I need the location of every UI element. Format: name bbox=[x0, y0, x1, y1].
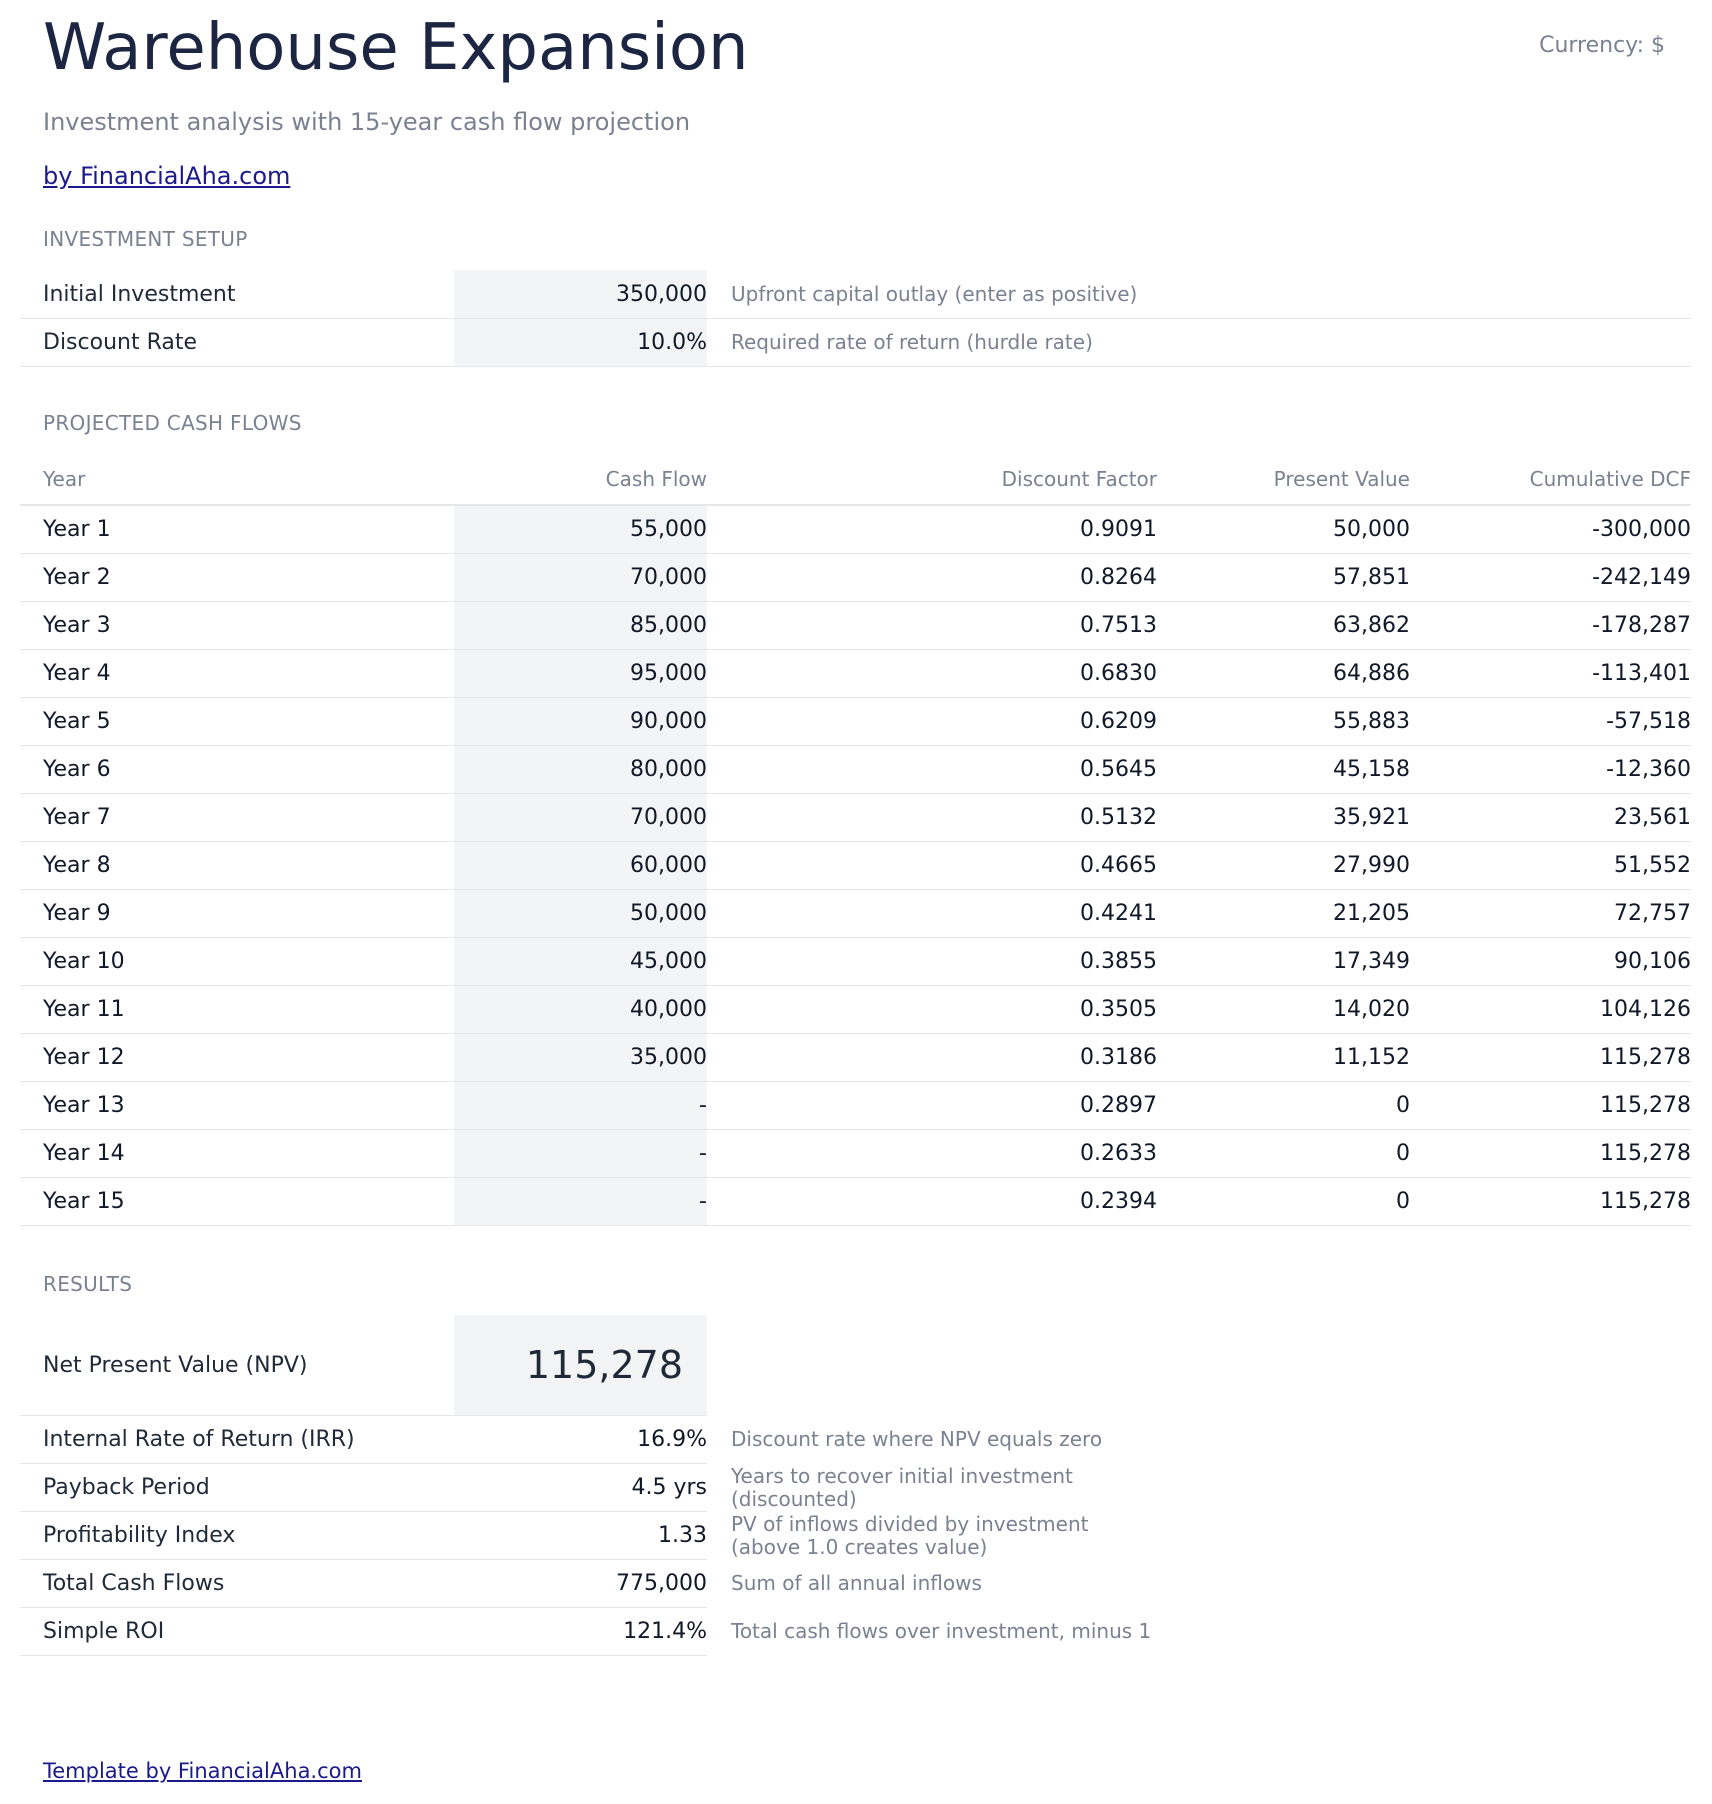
cumulative-dcf-cell: 90,106 bbox=[1614, 949, 1691, 974]
cash-flow-cell[interactable]: - bbox=[699, 1141, 707, 1166]
cash-flow-row bbox=[20, 938, 1691, 986]
column-header-cumulative-dcf: Cumulative DCF bbox=[1529, 467, 1691, 491]
npv-row bbox=[20, 1315, 707, 1416]
discount-factor-cell: 0.2897 bbox=[1080, 1093, 1157, 1118]
result-row bbox=[20, 1416, 1103, 1464]
cash-flow-row bbox=[20, 1178, 1691, 1226]
result-hint: Total cash flows over investment, minus 1 bbox=[731, 1619, 1152, 1643]
cumulative-dcf-cell: -57,518 bbox=[1606, 709, 1691, 734]
cash-flow-row bbox=[20, 554, 1691, 602]
cumulative-dcf-cell: -300,000 bbox=[1592, 517, 1691, 542]
cash-flow-cell[interactable]: 45,000 bbox=[630, 949, 707, 974]
cumulative-dcf-cell: -113,401 bbox=[1592, 661, 1691, 686]
year-cell: Year 11 bbox=[43, 997, 125, 1022]
cash-flow-cell[interactable]: 85,000 bbox=[630, 613, 707, 638]
npv-label: Net Present Value (NPV) bbox=[43, 1352, 308, 1378]
year-cell: Year 6 bbox=[43, 757, 111, 782]
cash-flows-header-row bbox=[20, 454, 1691, 506]
result-hint: Sum of all annual inflows bbox=[731, 1571, 982, 1595]
cumulative-dcf-cell: 115,278 bbox=[1600, 1141, 1691, 1166]
present-value-cell: 63,862 bbox=[1333, 613, 1410, 638]
column-header-cash-flow: Cash Flow bbox=[605, 467, 707, 491]
cash-flow-row bbox=[20, 794, 1691, 842]
result-hint: PV of inflows divided by investment (above 1.0 creates value) bbox=[731, 1511, 1089, 1559]
setup-label: Initial Investment bbox=[43, 281, 236, 307]
cash-flow-cell[interactable]: 60,000 bbox=[630, 853, 707, 878]
cumulative-dcf-cell: 115,278 bbox=[1600, 1045, 1691, 1070]
result-row bbox=[20, 1463, 1073, 1512]
present-value-cell: 11,152 bbox=[1333, 1045, 1410, 1070]
present-value-cell: 21,205 bbox=[1333, 901, 1410, 926]
result-row bbox=[20, 1608, 1152, 1656]
present-value-cell: 27,990 bbox=[1333, 853, 1410, 878]
cash-flow-row bbox=[20, 890, 1691, 938]
discount-factor-cell: 0.4665 bbox=[1080, 853, 1157, 878]
result-value: 1.33 bbox=[658, 1523, 707, 1548]
discount-factor-cell: 0.8264 bbox=[1080, 565, 1157, 590]
discount-factor-cell: 0.3505 bbox=[1080, 997, 1157, 1022]
initial-investment-value[interactable]: 350,000 bbox=[616, 281, 707, 307]
discount-factor-cell: 0.9091 bbox=[1080, 517, 1157, 542]
year-cell: Year 13 bbox=[43, 1093, 125, 1118]
cumulative-dcf-cell: 72,757 bbox=[1614, 901, 1691, 926]
cumulative-dcf-cell: 115,278 bbox=[1600, 1093, 1691, 1118]
result-hint: Discount rate where NPV equals zero bbox=[731, 1427, 1103, 1451]
setup-row-discount-rate bbox=[20, 319, 1691, 367]
cash-flow-input-cell[interactable] bbox=[454, 1082, 707, 1129]
cash-flow-row bbox=[20, 650, 1691, 698]
cash-flow-cell[interactable]: 55,000 bbox=[630, 517, 707, 542]
result-value: 121.4% bbox=[623, 1619, 707, 1644]
cash-flow-cell[interactable]: - bbox=[699, 1189, 707, 1214]
result-row bbox=[20, 1560, 982, 1608]
cash-flows-heading: PROJECTED CASH FLOWS bbox=[43, 411, 302, 435]
result-label: Total Cash Flows bbox=[43, 1571, 225, 1596]
result-value: 4.5 yrs bbox=[631, 1475, 707, 1500]
cumulative-dcf-cell: 51,552 bbox=[1614, 853, 1691, 878]
cash-flow-row bbox=[20, 1034, 1691, 1082]
cash-flow-cell[interactable]: 40,000 bbox=[630, 997, 707, 1022]
discount-factor-cell: 0.6209 bbox=[1080, 709, 1157, 734]
year-cell: Year 10 bbox=[43, 949, 125, 974]
cumulative-dcf-cell: 115,278 bbox=[1600, 1189, 1691, 1214]
cash-flow-row bbox=[20, 986, 1691, 1034]
cash-flow-row bbox=[20, 602, 1691, 650]
year-cell: Year 12 bbox=[43, 1045, 125, 1070]
column-header-year: Year bbox=[43, 467, 86, 491]
year-cell: Year 8 bbox=[43, 853, 111, 878]
cash-flow-row bbox=[20, 698, 1691, 746]
present-value-cell: 35,921 bbox=[1333, 805, 1410, 830]
column-header-present-value: Present Value bbox=[1273, 467, 1410, 491]
result-label: Internal Rate of Return (IRR) bbox=[43, 1427, 355, 1452]
cash-flow-row bbox=[20, 1082, 1691, 1130]
discount-factor-cell: 0.7513 bbox=[1080, 613, 1157, 638]
discount-factor-cell: 0.2394 bbox=[1080, 1189, 1157, 1214]
cash-flow-cell[interactable]: - bbox=[699, 1093, 707, 1118]
column-header-discount-factor: Discount Factor bbox=[1001, 467, 1157, 491]
setup-hint: Upfront capital outlay (enter as positive) bbox=[731, 281, 1138, 306]
result-label: Profitability Index bbox=[43, 1523, 236, 1548]
cash-flow-cell[interactable]: 90,000 bbox=[630, 709, 707, 734]
present-value-cell: 14,020 bbox=[1333, 997, 1410, 1022]
present-value-cell: 17,349 bbox=[1333, 949, 1410, 974]
cash-flow-cell[interactable]: 95,000 bbox=[630, 661, 707, 686]
cash-flow-input-cell[interactable] bbox=[454, 1178, 707, 1225]
npv-value: 115,278 bbox=[525, 1343, 683, 1387]
discount-rate-value[interactable]: 10.0% bbox=[637, 330, 707, 355]
cash-flow-row bbox=[20, 842, 1691, 890]
cash-flow-row bbox=[20, 746, 1691, 794]
present-value-cell: 55,883 bbox=[1333, 709, 1410, 734]
present-value-cell: 0 bbox=[1396, 1189, 1410, 1214]
discount-factor-cell: 0.3186 bbox=[1080, 1045, 1157, 1070]
year-cell: Year 5 bbox=[43, 709, 111, 734]
cumulative-dcf-cell: -242,149 bbox=[1592, 565, 1691, 590]
discount-factor-cell: 0.5132 bbox=[1080, 805, 1157, 830]
page-title: Warehouse Expansion bbox=[43, 11, 749, 85]
cash-flow-cell[interactable]: 50,000 bbox=[630, 901, 707, 926]
page-subtitle: Investment analysis with 15-year cash flow projection bbox=[43, 108, 691, 136]
cumulative-dcf-cell: 23,561 bbox=[1614, 805, 1691, 830]
cumulative-dcf-cell: -12,360 bbox=[1606, 757, 1691, 782]
year-cell: Year 14 bbox=[43, 1141, 125, 1166]
present-value-cell: 64,886 bbox=[1333, 661, 1410, 686]
result-value: 775,000 bbox=[616, 1571, 707, 1596]
result-label: Simple ROI bbox=[43, 1619, 165, 1644]
discount-factor-cell: 0.3855 bbox=[1080, 949, 1157, 974]
discount-factor-cell: 0.4241 bbox=[1080, 901, 1157, 926]
result-row bbox=[20, 1511, 1089, 1560]
cash-flow-cell[interactable]: 80,000 bbox=[630, 757, 707, 782]
year-cell: Year 15 bbox=[43, 1189, 125, 1214]
present-value-cell: 57,851 bbox=[1333, 565, 1410, 590]
cumulative-dcf-cell: 104,126 bbox=[1600, 997, 1691, 1022]
year-cell: Year 7 bbox=[43, 805, 111, 830]
investment-setup-heading: INVESTMENT SETUP bbox=[43, 227, 248, 251]
cash-flow-input-cell[interactable] bbox=[454, 1130, 707, 1177]
setup-row-initial-investment bbox=[20, 270, 1691, 319]
year-cell: Year 3 bbox=[43, 613, 111, 638]
year-cell: Year 2 bbox=[43, 565, 111, 590]
byline-link[interactable]: by FinancialAha.com bbox=[43, 162, 291, 190]
year-cell: Year 4 bbox=[43, 661, 111, 686]
result-hint: Years to recover initial investment (discounted) bbox=[731, 1463, 1073, 1511]
cash-flow-cell[interactable]: 35,000 bbox=[630, 1045, 707, 1070]
setup-label: Discount Rate bbox=[43, 330, 198, 355]
footer-template-link[interactable]: Template by FinancialAha.com bbox=[43, 1759, 362, 1783]
setup-hint: Required rate of return (hurdle rate) bbox=[731, 330, 1093, 354]
cash-flow-cell[interactable]: 70,000 bbox=[630, 565, 707, 590]
cash-flow-row bbox=[20, 506, 1691, 554]
cash-flow-row bbox=[20, 1130, 1691, 1178]
discount-factor-cell: 0.2633 bbox=[1080, 1141, 1157, 1166]
currency-label: Currency: $ bbox=[1539, 33, 1665, 58]
present-value-cell: 50,000 bbox=[1333, 517, 1410, 542]
cumulative-dcf-cell: -178,287 bbox=[1592, 613, 1691, 638]
result-label: Payback Period bbox=[43, 1475, 210, 1500]
present-value-cell: 0 bbox=[1396, 1141, 1410, 1166]
present-value-cell: 0 bbox=[1396, 1093, 1410, 1118]
result-value: 16.9% bbox=[637, 1427, 707, 1452]
discount-factor-cell: 0.6830 bbox=[1080, 661, 1157, 686]
year-cell: Year 9 bbox=[43, 901, 111, 926]
results-heading: RESULTS bbox=[43, 1272, 133, 1296]
discount-factor-cell: 0.5645 bbox=[1080, 757, 1157, 782]
cash-flow-cell[interactable]: 70,000 bbox=[630, 805, 707, 830]
present-value-cell: 45,158 bbox=[1333, 757, 1410, 782]
year-cell: Year 1 bbox=[43, 517, 111, 542]
